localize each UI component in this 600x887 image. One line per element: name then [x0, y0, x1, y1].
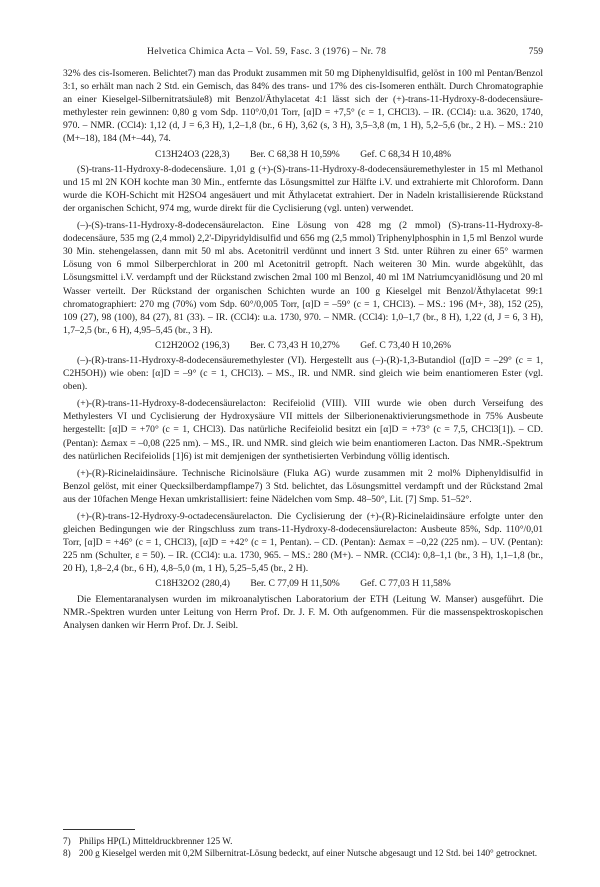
paragraph-r-methylester: (–)-(R)-trans-11-Hydroxy-8-dodecensäuremethylester (VI). Hergestellt aus (–)-(R)-1,3-Butandiol ([α]D = –29° (c = 1, C2H5OH)) wie oben: [α]D = –9° (c = 1, CHCl3). – MS., IR. und NMR. sind gleich wie beim enantiomeren Ester (vgl. oben).: [63, 354, 543, 393]
running-header: [63, 45, 543, 59]
paragraph-octadecenoic-lactone: (+)-(R)-trans-12-Hydroxy-9-octadecensäurelacton. Die Cyclisierung der (+)-(R)-Ricinelaidinsäure erfolgte unter den gleichen Bedingungen wie der Ringschluss zum trans-11-Hydroxy-8-dodecensäurelacton: Ausbeute 85%, Sdp. 110°/0,01 Torr, [α]D = +46° (c = 1, CHCl3), [α]D = +42° (c = 1, Pentan). – CD. (Pentan): Δεmax = –0,22 (225 nm). – UV. (Pentan): 225 nm (Schulter, ε = 50). – IR. (CCl4): u.a. 1730, 965. – MS.: 280 (M+). – NMR. (CCl4): 0,8–1,1 (br., 3 H), 1,1–1,8 (br., 20 H), 1,8–2,4 (br., 6 H), 4,8–5,0 (m, 1 H), 5,25–5,45 (br., 2 H).: [63, 511, 543, 575]
footnote-separator: [63, 829, 135, 830]
footnote-text: 200 g Kieselgel werden mit 0,2M Silbernitrat-Lösung bedeckt, auf einer Nutsche abgesaugt und 12 Std. bei 140° getrocknet.: [79, 848, 538, 859]
footnote-8: [63, 847, 543, 859]
paragraph-ricinelaidic-acid: (+)-(R)-Ricinelaidinsäure. Technische Ricinolsäure (Fluka AG) wurde zusammen mit 2 mol% Diphenyldisulfid in Benzol gelöst, mit einer Quecksilberdampflampe7) 3 Std. belichtet, das Lösungsmittel verdampft und der Rückstand 2mal aus der 10fachen Menge Hexan umkristallisiert: feine Nädelchen vom Smp. 48–50°, Lit. [7] Smp. 51–52°.: [63, 467, 543, 505]
footnote-text: Philips HP(L) Mitteldruckbrenner 125 W.: [79, 836, 233, 846]
footnote-7: [63, 835, 543, 847]
found-values: Gef. C 77,03 H 11,58%: [360, 578, 451, 590]
journal-title: Helvetica Chimica Acta – Vol. 59, Fasc. 3 (1976) – Nr. 78: [147, 46, 387, 57]
page-number: 759: [528, 46, 543, 57]
found-values: Gef. C 68,34 H 10,48%: [360, 148, 452, 160]
calculated-values: Ber. C 68,38 H 10,59%: [249, 148, 340, 160]
paragraph-recifeiolid: (+)-(R)-trans-11-Hydroxy-8-dodecensäurelacton: Recifeiolid (VIII). VIII wurde wie oben durch Verseifung des Methylesters VI und Cyclisierung der Hydroxysäure VII mittels der Silberionenaktivierungsmethode in 75% Ausbeute hergestellt: [α]D = +70° (c = 1, CHCl3). Das natürliche Recifeiolid besitzt ein [α]D = +73° (c = 7,5, CHCl3[1]). – CD. (Pentan): Δεmax = –0,08 (225 nm). – MS., IR. und NMR. sind gleich wie beim enantiomeren Lacton. Das NMR.-Spektrum des natürlichen Recifeiolids [1]6) ist mit demjenigen der synthetisierten Verbindung völlig identisch.: [63, 398, 543, 462]
elemental-analysis-3: [63, 577, 543, 590]
elemental-analysis-2: [63, 339, 543, 352]
paragraph-cis-trans-isomerization: 32% des cis-Isomeren. Belichtet7) man das Produkt zusammen mit 50 mg Diphenyldisulfid, gelöst in 100 ml Pentan/Benzol 3:1, so erhält man nach 2 Std. ein Gemisch, das 84% des trans- und 17% des cis-Isomeren enthält. Durch Chromatographie an einer Kieselgel-Silbernitratsäule8) mit Benzol/Äthylacetat 4:1 lässt sich der (+)-trans-11-Hydroxy-8-dodecensäure-methylester rein gewinnen: 0,80 g vom Sdp. 110°/0,01 Torr, [α]D = +7,5° (c = 1, CHCl3). – IR. (CCl4): u.a. 3620, 1740, 970. – NMR. (CCl4): 1,12 (d, J = 6,3 H), 1,2–1,8 (br., 6 H), 3,62 (s, 3 H), 3,5–3,8 (m, 1 H), 5,2–5,6 (br., 2 H). – MS.: 210 (M+–18), 184 (M+–44), 74.: [63, 68, 543, 145]
footnote-marker: 8): [63, 848, 71, 859]
calculated-values: Ber. C 77,09 H 11,50%: [250, 578, 340, 590]
elemental-analysis-1: [63, 148, 543, 161]
paragraph-s-lactone: (–)-(S)-trans-11-Hydroxy-8-dodecensäurelacton. Eine Lösung von 428 mg (2 mmol) (S)-trans-11-Hydroxy-8-dodecensäure, 535 mg (2,4 mmol) 2,2'-Dipyridyldisulfid und 656 mg (2,5 mmol) Triphenylphosphin in 1,5 ml Benzol wurde 30 Min. stehengelassen, dann mit 50 ml abs. Acetonitril verdünnt und innert 3 Std. unter Rühren zu einer 65° warmen Lösung von 6 mmol Silberperchlorat in 200 ml Acetonitril getropft. Nach weiteren 30 Min. wurde abgekühlt, das Lösungsmittel i.V. verdampft und der Rückstand zwischen 2mal 100 ml Benzol, 40 ml 1M Natriumcyanidlösung und 20 ml Wasser verteilt. Der Rückstand der organischen Schichten wurde an 100 g Kieselgel mit Benzol/Äthylacetat 99:1 chromatographiert: 270 mg (70%) vom Sdp. 60°/0,005 Torr, [α]D = –59° (c = 1, CHCl3). – MS.: 196 (M+, 38), 152 (25), 109 (27), 98 (100), 84 (27), 81 (33). – IR. (CCl4): u.a. 1730, 970. – NMR. (CCl4): 1,0–1,7 (br., 8 H), 1,22 (d, J = 6, 3 H), 1,7–2,5 (br., 6 H), 4,95–5,45 (br., 3 H).: [63, 220, 543, 336]
body-text: [63, 67, 543, 632]
molecular-formula: C18H32O2 (280,4): [155, 578, 230, 590]
found-values: Gef. C 73,40 H 10,26%: [360, 339, 452, 351]
footnote-marker: 7): [63, 836, 71, 846]
acknowledgement-paragraph: Die Elementaranalysen wurden im mikroanalytischen Laboratorium der ETH (Leitung W. Manser) ausgeführt. Die NMR.-Spektren wurden unter Leitung von Herrn Prof. Dr. J. F. M. Oth aufgenommen. Für die massenspektroskopischen Analysen danken wir Herrn Prof. Dr. J. Seibl.: [63, 593, 543, 631]
paragraph-hydroxy-acid: (S)-trans-11-Hydroxy-8-dodecensäure. 1,01 g (+)-(S)-trans-11-Hydroxy-8-dodecensäuremethylester in 15 ml Methanol und 15 ml 2N KOH kochte man 30 Min., entfernte das Lösungsmittel zur Hälfte i.V. und extrahierte mit Chloroform. Dann wurde die KOH-Schicht mit H2SO4 angesäuert und mit Äthylacetat extrahiert. Der in Nadeln kristallisierende Rückstand der organischen Schicht, 974 mg, wurde direkt für die Cyclisierung (vgl. unten) verwendet.: [63, 163, 543, 214]
molecular-formula: C12H20O2 (196,3): [154, 339, 230, 351]
molecular-formula: C13H24O3 (228,3): [154, 148, 230, 160]
calculated-values: Ber. C 73,43 H 10,27%: [249, 339, 340, 351]
footnotes: [63, 835, 543, 860]
